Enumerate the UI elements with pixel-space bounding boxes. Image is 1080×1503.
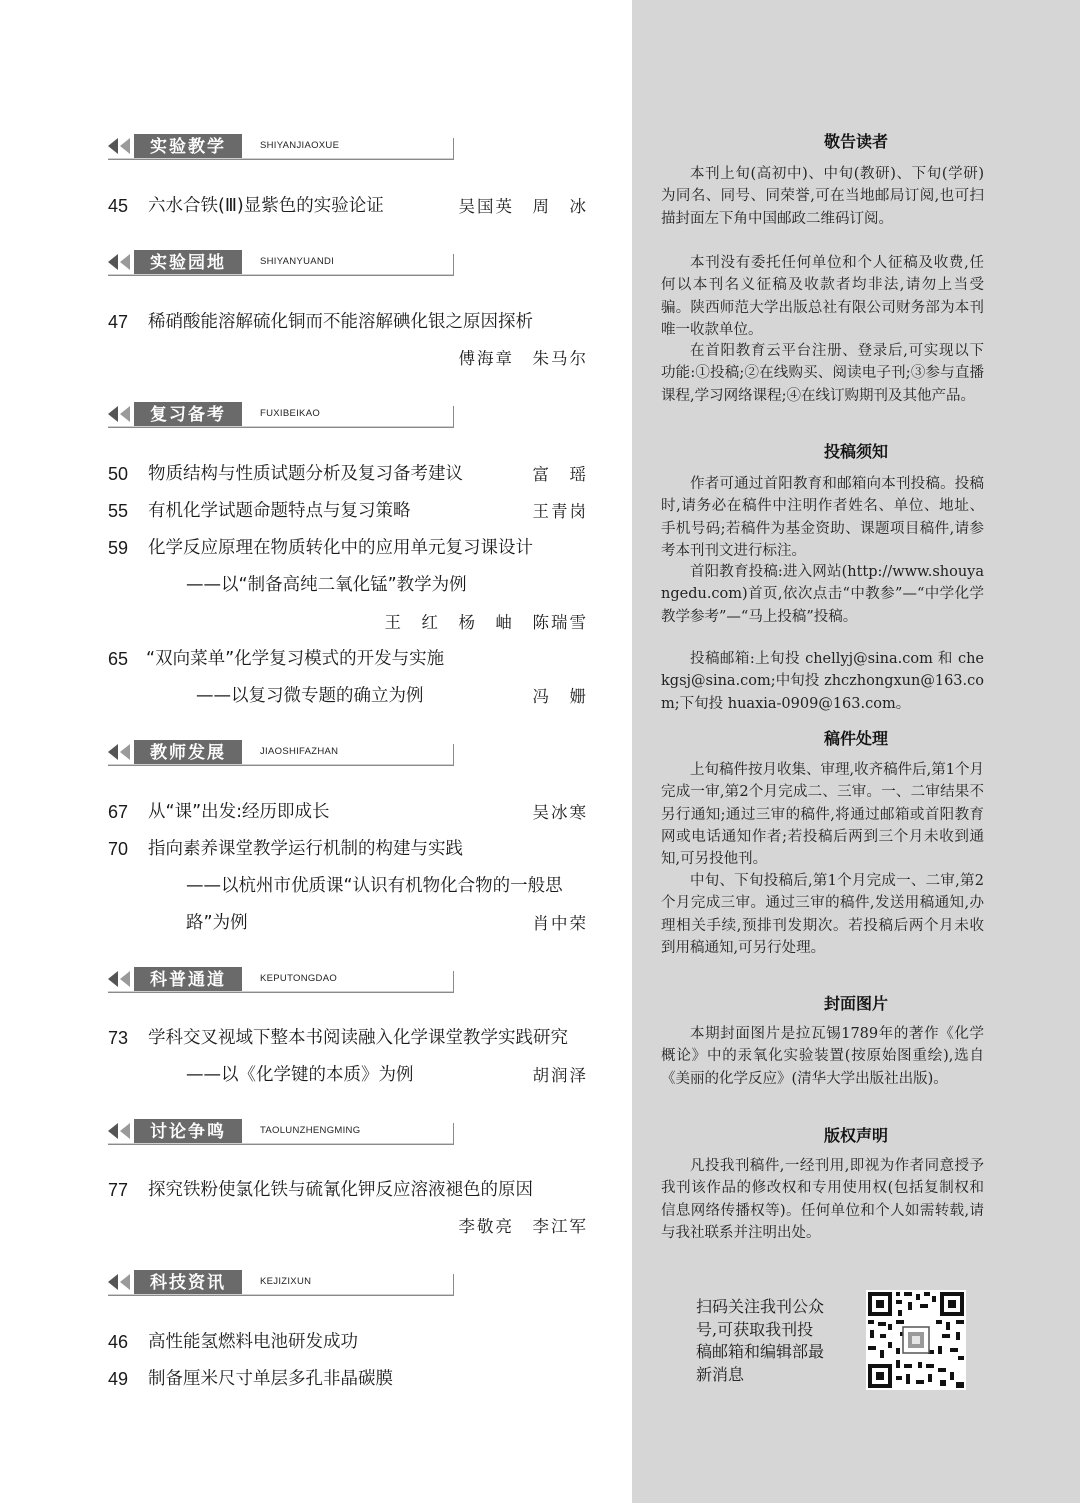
double-arrow-left-icon: [108, 1274, 132, 1290]
notice-paragraph: 本刊上旬(高初中)、中旬(教研)、下旬(学研)为同名、同号、同荣誉,可在当地邮局订阅,也可扫描封面左下角中国邮政二维码订阅。: [661, 166, 984, 227]
section-title: 实验园地: [134, 250, 242, 276]
entry-page: 55: [108, 501, 129, 521]
section-header-jiaoshifazhan: [108, 740, 454, 766]
entry-title[interactable]: 从“课”出发:经历即成长: [148, 802, 330, 822]
entry-page: 70: [108, 839, 129, 859]
section-title: 讨论争鸣: [134, 1119, 242, 1145]
submission-paragraph: 作者可通过首阳教育和邮箱向本刊投稿。投稿时,请务必在稿件中注明作者姓名、单位、地址、手机号码;若稿件为基金资助、课题项目稿件,请参考本刊刊文进行标注。: [661, 476, 984, 559]
copyright-title: 版权声明: [823, 1126, 888, 1145]
section-rule-end: [453, 1123, 454, 1145]
section-romanization: SHIYANYUANDI: [260, 256, 335, 267]
double-arrow-left-icon: [108, 744, 132, 760]
section-rule: [108, 274, 454, 276]
entry-subtitle[interactable]: ——以杭州市优质课“认识有机物化合物的一般思: [186, 876, 563, 896]
entry-page: 47: [108, 312, 129, 332]
section-romanization: KEPUTONGDAO: [260, 973, 338, 984]
entry-title[interactable]: 六水合铁(Ⅲ)显紫色的实验论证: [148, 196, 384, 216]
entry-page: 67: [108, 802, 129, 822]
entry-authors: 王青岗: [532, 502, 588, 521]
cover-title: 封面图片: [823, 994, 888, 1013]
entry-title[interactable]: 高性能氢燃料电池研发成功: [148, 1332, 358, 1352]
entry-page: 46: [108, 1332, 129, 1352]
section-title: 教师发展: [134, 740, 242, 766]
entry-page: 73: [108, 1028, 129, 1048]
entry-title[interactable]: 探究铁粉使氯化铁与硫氰化钾反应溶液褪色的原因: [148, 1180, 533, 1200]
entry-title[interactable]: “双向菜单”化学复习模式的开发与实施: [146, 649, 445, 669]
entry-page: 59: [108, 538, 129, 558]
double-arrow-left-icon: [108, 138, 132, 154]
notice-title: 敬告读者: [823, 132, 888, 151]
section-title: 科技资讯: [134, 1270, 242, 1296]
entry-authors: 肖中荣: [532, 914, 588, 933]
entry-authors: 冯 姗: [532, 687, 588, 706]
entry-title[interactable]: 有机化学试题命题特点与复习策略: [148, 501, 411, 521]
section-rule-end: [453, 971, 454, 993]
qr-caption: 扫码关注我刊公众号,可获取我刊投稿邮箱和编辑部最新消息: [696, 1297, 825, 1384]
notice-paragraph: 本刊没有委托任何单位和个人征稿及收费,任何以本刊名义征稿及收款者均非法,请勿上当受骗。陕西师范大学出版总社有限公司财务部为本刊唯一收款单位。: [661, 255, 984, 338]
entry-subtitle[interactable]: ——以复习微专题的确立为例: [196, 686, 424, 706]
section-rule: [108, 764, 454, 766]
entry-subtitle[interactable]: ——以《化学键的本质》为例: [186, 1065, 414, 1085]
section-header-taolunzhengming: [108, 1119, 454, 1145]
entry-authors: 傅海章 朱马尔: [458, 349, 588, 368]
qr-code-icon[interactable]: [866, 1290, 966, 1390]
section-rule: [108, 1294, 454, 1296]
entry-authors: 王 红 杨 岫 陈瑞雪: [384, 613, 588, 632]
entry-authors: 吴国英 周 冰: [458, 197, 588, 216]
entry-title[interactable]: 稀硝酸能溶解硫化铜而不能溶解碘化银之原因探析: [148, 312, 533, 332]
entry-authors: 胡润泽: [532, 1066, 588, 1085]
section-title: 实验教学: [134, 134, 242, 160]
section-header-keputongdao: [108, 967, 454, 993]
entry-title[interactable]: 制备厘米尺寸单层多孔非晶碳膜: [148, 1369, 393, 1389]
entry-title[interactable]: 物质结构与性质试题分析及复习备考建议: [148, 464, 463, 484]
section-rule: [108, 1143, 454, 1145]
entry-subtitle-cont[interactable]: 路”为例: [186, 913, 248, 933]
section-rule-end: [453, 744, 454, 766]
section-rule-end: [453, 406, 454, 428]
submission-title: 投稿须知: [823, 442, 888, 461]
section-header-fuxibeikao: [108, 402, 454, 428]
notice-paragraph: 在首阳教育云平台注册、登录后,可实现以下功能:①投稿;②在线购买、阅读电子刊;③参与直播课程,学习网络课程;④在线订购期刊及其他产品。: [661, 343, 984, 404]
entry-title[interactable]: 化学反应原理在物质转化中的应用单元复习课设计: [148, 538, 533, 558]
entry-title[interactable]: 学科交叉视域下整本书阅读融入化学课堂教学实践研究: [148, 1028, 568, 1048]
section-title: 复习备考: [134, 402, 242, 428]
section-romanization: FUXIBEIKAO: [260, 408, 321, 419]
entry-page: 49: [108, 1369, 129, 1389]
cover-paragraph: 本期封面图片是拉瓦锡1789年的著作《化学概论》中的汞氧化实验装置(按原始图重绘),选自《美丽的化学反应》(清华大学出版社出版)。: [661, 1026, 984, 1087]
double-arrow-left-icon: [108, 971, 132, 987]
section-header-kejizixun: [108, 1270, 454, 1296]
section-romanization: KEJIZIXUN: [260, 1276, 312, 1287]
entry-page: 50: [108, 464, 129, 484]
section-header-shiyanjiaoxue: [108, 134, 454, 160]
entry-authors: 李敬亮 李江军: [458, 1217, 588, 1236]
double-arrow-left-icon: [108, 1123, 132, 1139]
double-arrow-left-icon: [108, 406, 132, 422]
submission-emails: 投稿邮箱:上旬投 chellyj@sina.com 和 chekgsj@sina.com;中旬投 zhczhongxun@163.com;下旬投 huaxia-0909@163.com。: [661, 651, 984, 712]
section-header-shiyanyuandi: [108, 250, 454, 276]
section-romanization: SHIYANJIAOXUE: [260, 140, 340, 151]
entry-page: 77: [108, 1180, 129, 1200]
entry-authors: 吴冰寒: [532, 803, 588, 822]
processing-title: 稿件处理: [823, 729, 888, 748]
section-rule: [108, 158, 454, 160]
section-rule-end: [453, 254, 454, 276]
section-rule: [108, 991, 454, 993]
processing-paragraph: 上旬稿件按月收集、审理,收齐稿件后,第1个月完成一审,第2个月完成二、三审。一、二审结果不另行通知;通过三审的稿件,将通过邮箱或首阳教育网或电话通知作者;若投稿后两到三个月未收到通知,可另投他刊。: [661, 762, 984, 868]
entry-page: 45: [108, 196, 129, 216]
section-rule-end: [453, 138, 454, 160]
submission-paragraph: 首阳教育投稿:进入网站(http://www.shouyangedu.com)首页,依次点击“中教参”—“中学化学教学参考”—“马上投稿”投稿。: [661, 564, 984, 625]
section-rule-end: [453, 1274, 454, 1296]
processing-paragraph: 中旬、下旬投稿后,第1个月完成一、二审,第2个月完成三审。通过三审的稿件,发送用稿通知,办理相关手续,预排刊发期次。若投稿后两个月未收到用稿通知,可另行处理。: [661, 873, 984, 956]
entry-subtitle[interactable]: ——以“制备高纯二氧化锰”教学为例: [186, 575, 467, 595]
section-romanization: TAOLUNZHENGMING: [260, 1125, 361, 1136]
section-rule: [108, 426, 454, 428]
copyright-paragraph: 凡投我刊稿件,一经刊用,即视为作者同意授予我刊该作品的修改权和专用使用权(包括复制权和信息网络传播权等)。任何单位和个人如需转载,请与我社联系并注明出处。: [661, 1158, 984, 1241]
section-title: 科普通道: [134, 967, 242, 993]
entry-title[interactable]: 指向素养课堂教学运行机制的构建与实践: [148, 839, 463, 859]
section-romanization: JIAOSHIFAZHAN: [260, 746, 339, 757]
double-arrow-left-icon: [108, 254, 132, 270]
entry-authors: 富 瑶: [532, 465, 588, 484]
entry-page: 65: [108, 649, 129, 669]
